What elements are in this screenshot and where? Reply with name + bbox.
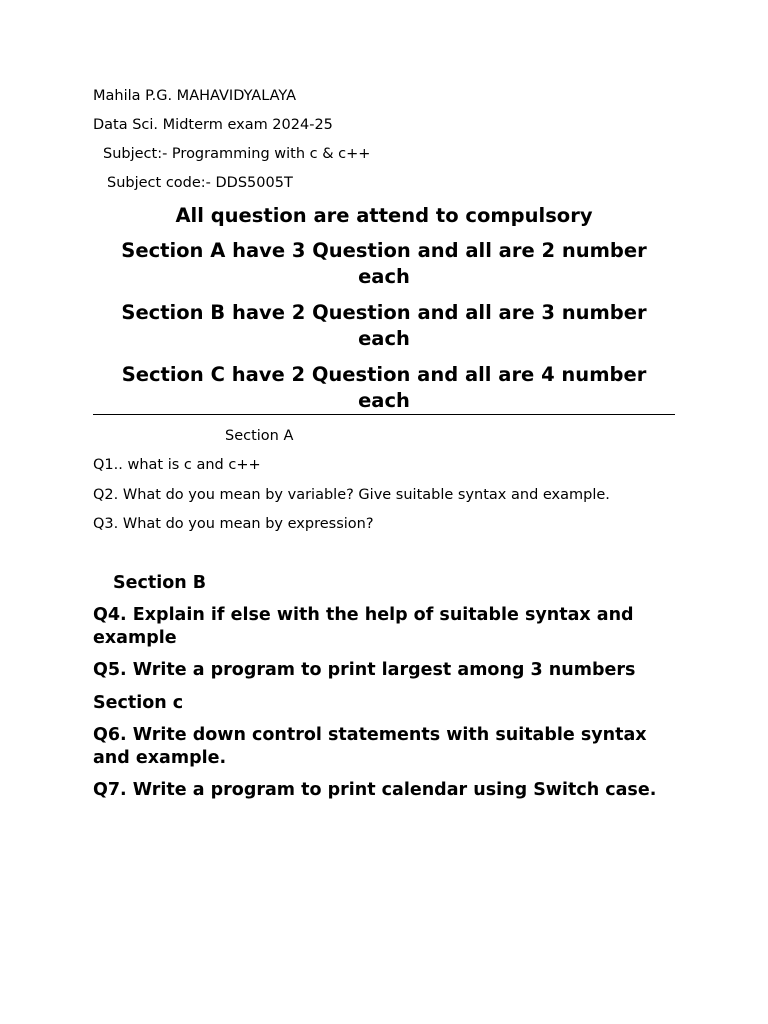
question-7: Q7. Write a program to print calendar using Switch case. [93,780,657,800]
compulsory-instruction: All question are attend to compulsory [175,204,593,227]
section-a-instruction: Section A have 3 Question and all are 2 number each [121,239,647,288]
question-6: Q6. Write down control statements with suitable syntax and example. [93,725,647,768]
question-4: Q4. Explain if else with the help of suitable syntax and example [93,605,634,648]
section-c-instruction: Section C have 2 Question and all are 4 number each [121,363,647,412]
college-name: Mahila P.G. MAHAVIDYALAYA [93,88,297,104]
question-5: Q5. Write a program to print largest among 3 numbers [93,660,636,680]
divider [93,414,675,415]
section-b-title: Section B [113,573,207,593]
subject-code-line: Subject code:- DDS5005T [107,175,293,191]
section-c-title: Section c [93,693,184,713]
question-1: Q1.. what is c and c++ [93,457,261,473]
question-2: Q2. What do you mean by variable? Give suitable syntax and example. [93,487,610,503]
exam-title: Data Sci. Midterm exam 2024-25 [93,117,333,133]
section-a-title: Section A [225,428,294,444]
question-3: Q3. What do you mean by expression? [93,516,374,532]
section-b-instruction: Section B have 2 Question and all are 3 number each [121,301,647,350]
exam-paper [93,0,675,1024]
subject-line: Subject:- Programming with c & c++ [103,146,371,162]
